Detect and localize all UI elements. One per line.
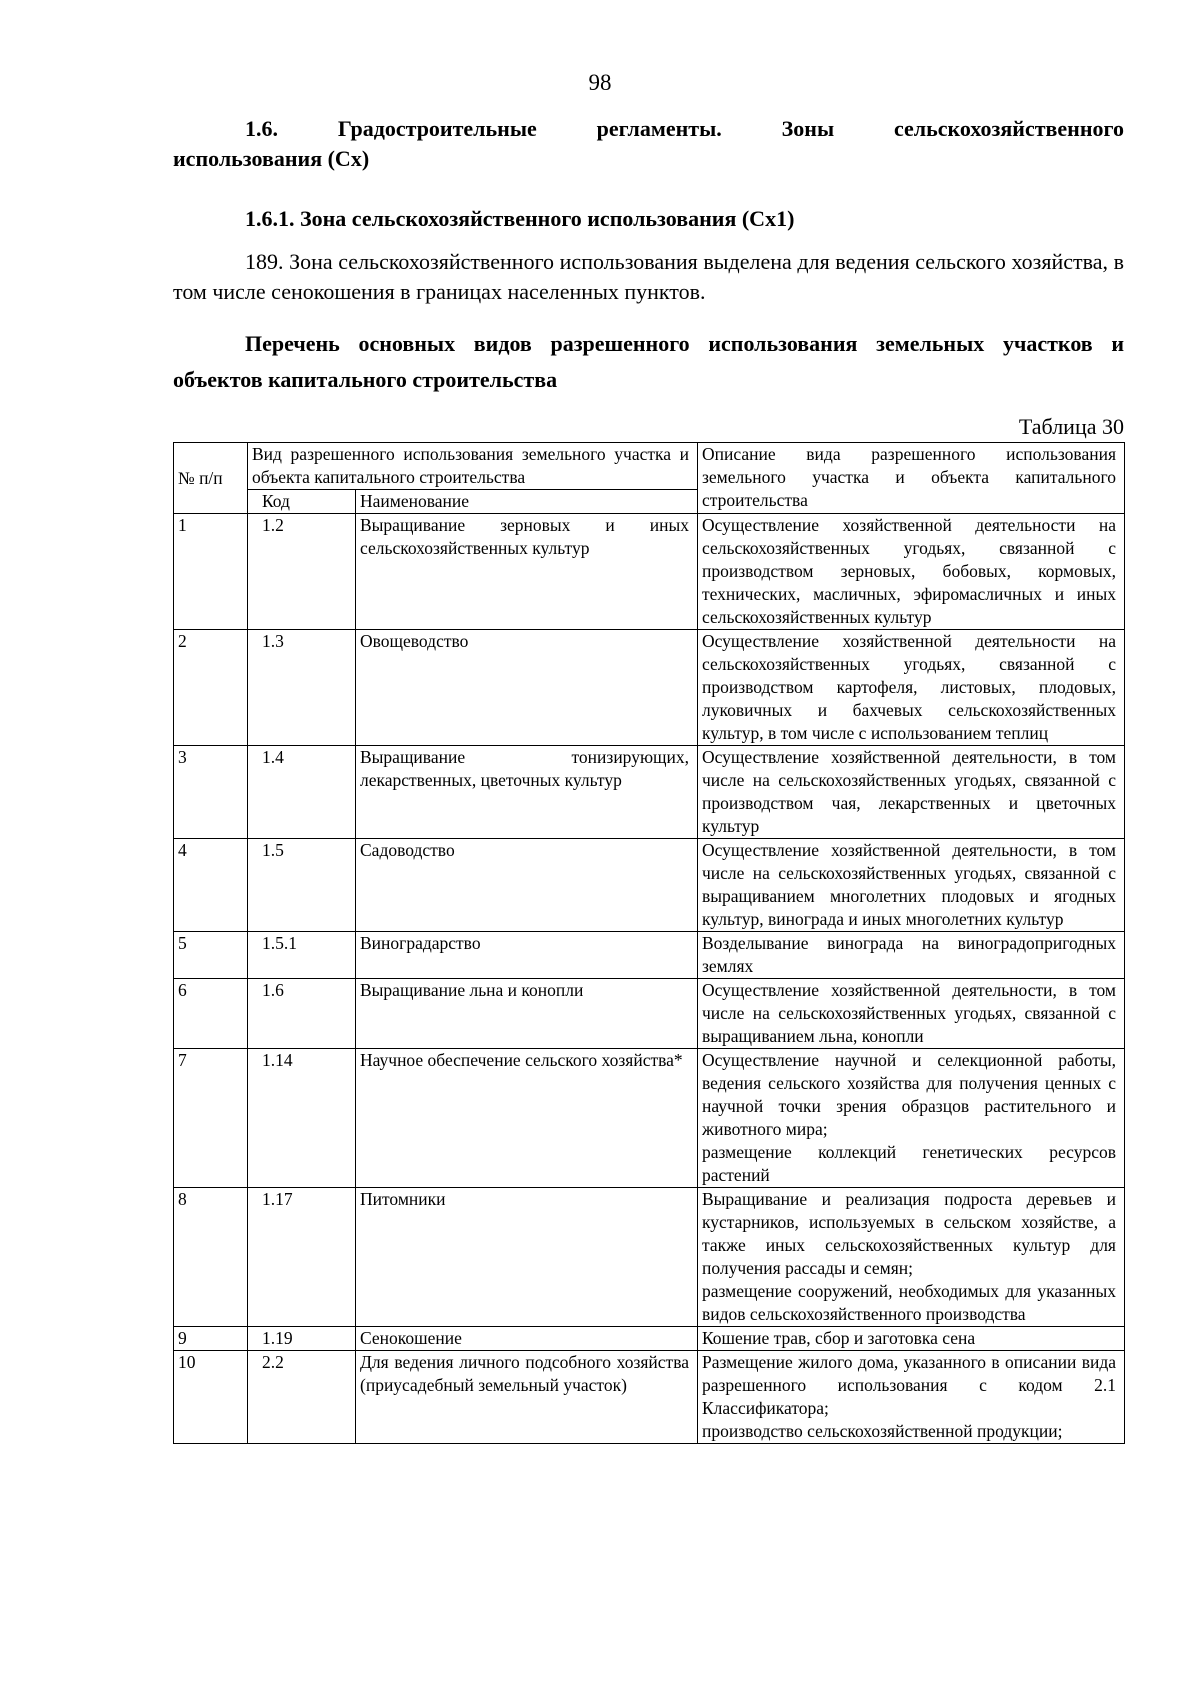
section-heading [173, 114, 1124, 174]
row-code: 1.17 [248, 1188, 356, 1327]
row-description [698, 514, 1125, 630]
header-kind: Вид разрешенного использования земельного участка и объекта капитального строительства [248, 443, 698, 490]
heading-word: Градостроительные [337, 116, 537, 141]
table-row [174, 514, 1125, 630]
description-paragraph: производство сельскохозяйственной продукции; [702, 1421, 1063, 1441]
row-number: 4 [174, 839, 248, 932]
table-row [174, 979, 1125, 1049]
description-paragraph: Кошение трав, сбор и заготовка сена [702, 1328, 976, 1348]
table-body [174, 514, 1125, 1444]
row-code: 1.19 [248, 1327, 356, 1351]
row-description [698, 839, 1125, 932]
row-description [698, 1049, 1125, 1188]
row-number: 1 [174, 514, 248, 630]
table-row [174, 630, 1125, 746]
description-paragraph: размещение сооружений, необходимых для указанных видов сельскохозяйственного производства [702, 1281, 1116, 1324]
row-description [698, 1188, 1125, 1327]
row-name: Выращивание тонизирующих, лекарственных, цветочных культур [356, 746, 698, 839]
description-paragraph: Осуществление хозяйственной деятельности на сельскохозяйственных угодьях, связанной с производством картофеля, листовых, плодовых, луковичных и бахчевых сельскохозяйственных культур, в том числе с использованием теплиц [702, 631, 1116, 743]
description-paragraph: Осуществление хозяйственной деятельности на сельскохозяйственных угодьях, связанной с производством зерновых, бобовых, кормовых, технических, масличных, эфиромасличных и иных сельскохозяйственных культур [702, 515, 1116, 627]
heading-word: 1.6. [245, 116, 278, 141]
row-name: Научное обеспечение сельского хозяйства* [356, 1049, 698, 1188]
subsection-heading: 1.6.1. Зона сельскохозяйственного использования (Сх1) [245, 206, 795, 231]
row-name: Выращивание льна и конопли [356, 979, 698, 1049]
row-code: 1.6 [248, 979, 356, 1049]
row-name: Садоводство [356, 839, 698, 932]
table-row [174, 1188, 1125, 1327]
row-description [698, 630, 1125, 746]
description-paragraph: Выращивание и реализация подроста деревьев и кустарников, используемых в сельском хозяйстве, а также иных сельскохозяйственных культур для получения рассады и семян; [702, 1189, 1116, 1278]
row-number: 8 [174, 1188, 248, 1327]
row-number: 6 [174, 979, 248, 1049]
row-name: Питомники [356, 1188, 698, 1327]
row-code: 1.3 [248, 630, 356, 746]
row-description [698, 1327, 1125, 1351]
heading-word: регламенты. [596, 116, 722, 141]
row-number: 2 [174, 630, 248, 746]
row-number: 7 [174, 1049, 248, 1188]
description-paragraph: Возделывание винограда на виноградопригодных землях [702, 933, 1116, 976]
row-code: 1.5 [248, 839, 356, 932]
table-row [174, 1327, 1125, 1351]
row-name: Для ведения личного подсобного хозяйства (приусадебный земельный участок) [356, 1351, 698, 1444]
table-row [174, 839, 1125, 932]
header-name: Наименование [356, 490, 698, 514]
row-number: 5 [174, 932, 248, 979]
row-code: 1.5.1 [248, 932, 356, 979]
description-paragraph: Осуществление научной и селекционной работы, ведения сельского хозяйства для получения ценных с научной точки зрения образцов растительного и животного мира; [702, 1050, 1116, 1139]
row-code: 1.2 [248, 514, 356, 630]
row-number: 3 [174, 746, 248, 839]
row-name: Овощеводство [356, 630, 698, 746]
section-heading-line2: использования (Сх) [173, 146, 370, 171]
header-num: № п/п [174, 443, 248, 514]
row-name: Виноградарство [356, 932, 698, 979]
description-paragraph: Осуществление хозяйственной деятельности, в том числе на сельскохозяйственных угодьях, связанной с выращиванием многолетних плодовых и ягодных культур, винограда и иных многолетних культур [702, 840, 1116, 929]
row-description [698, 746, 1125, 839]
table-row [174, 932, 1125, 979]
heading-word: сельскохозяйственного [894, 116, 1124, 141]
header-code: Код [248, 490, 356, 514]
description-paragraph: Осуществление хозяйственной деятельности, в том числе на сельскохозяйственных угодьях, связанной с производством чая, лекарственных и цветочных культур [702, 747, 1116, 836]
page-number: 98 [588, 70, 612, 95]
row-description [698, 932, 1125, 979]
row-name: Выращивание зерновых и иных сельскохозяйственных культур [356, 514, 698, 630]
row-code: 1.4 [248, 746, 356, 839]
row-description [698, 979, 1125, 1049]
description-paragraph: Размещение жилого дома, указанного в описании вида разрешенного использования с кодом 2.1 Классификатора; [702, 1352, 1116, 1418]
row-description [698, 1351, 1125, 1444]
description-paragraph: Осуществление хозяйственной деятельности, в том числе на сельскохозяйственных угодьях, связанной с выращиванием льна, конопли [702, 980, 1116, 1046]
row-code: 1.14 [248, 1049, 356, 1188]
permitted-use-table [173, 442, 1125, 1444]
row-code: 2.2 [248, 1351, 356, 1444]
row-name: Сенокошение [356, 1327, 698, 1351]
list-title: Перечень основных видов разрешенного использования земельных участков и объектов капитального строительства [173, 331, 1124, 392]
header-desc: Описание вида разрешенного использования земельного участка и объекта капитального строительства [698, 443, 1125, 514]
table-row [174, 1049, 1125, 1188]
table-row [174, 1351, 1125, 1444]
row-number: 10 [174, 1351, 248, 1444]
heading-word: Зоны [781, 116, 835, 141]
row-number: 9 [174, 1327, 248, 1351]
zone-description-paragraph: 189. Зона сельскохозяйственного использования выделена для ведения сельского хозяйства, в том числе сенокошения в границах населенных пунктов. [173, 249, 1124, 304]
section-heading-line1 [173, 114, 1124, 144]
description-paragraph: размещение коллекций генетических ресурсов растений [702, 1142, 1116, 1185]
table-row [174, 746, 1125, 839]
table-header-row [174, 443, 1125, 490]
table-caption: Таблица 30 [1018, 414, 1124, 439]
